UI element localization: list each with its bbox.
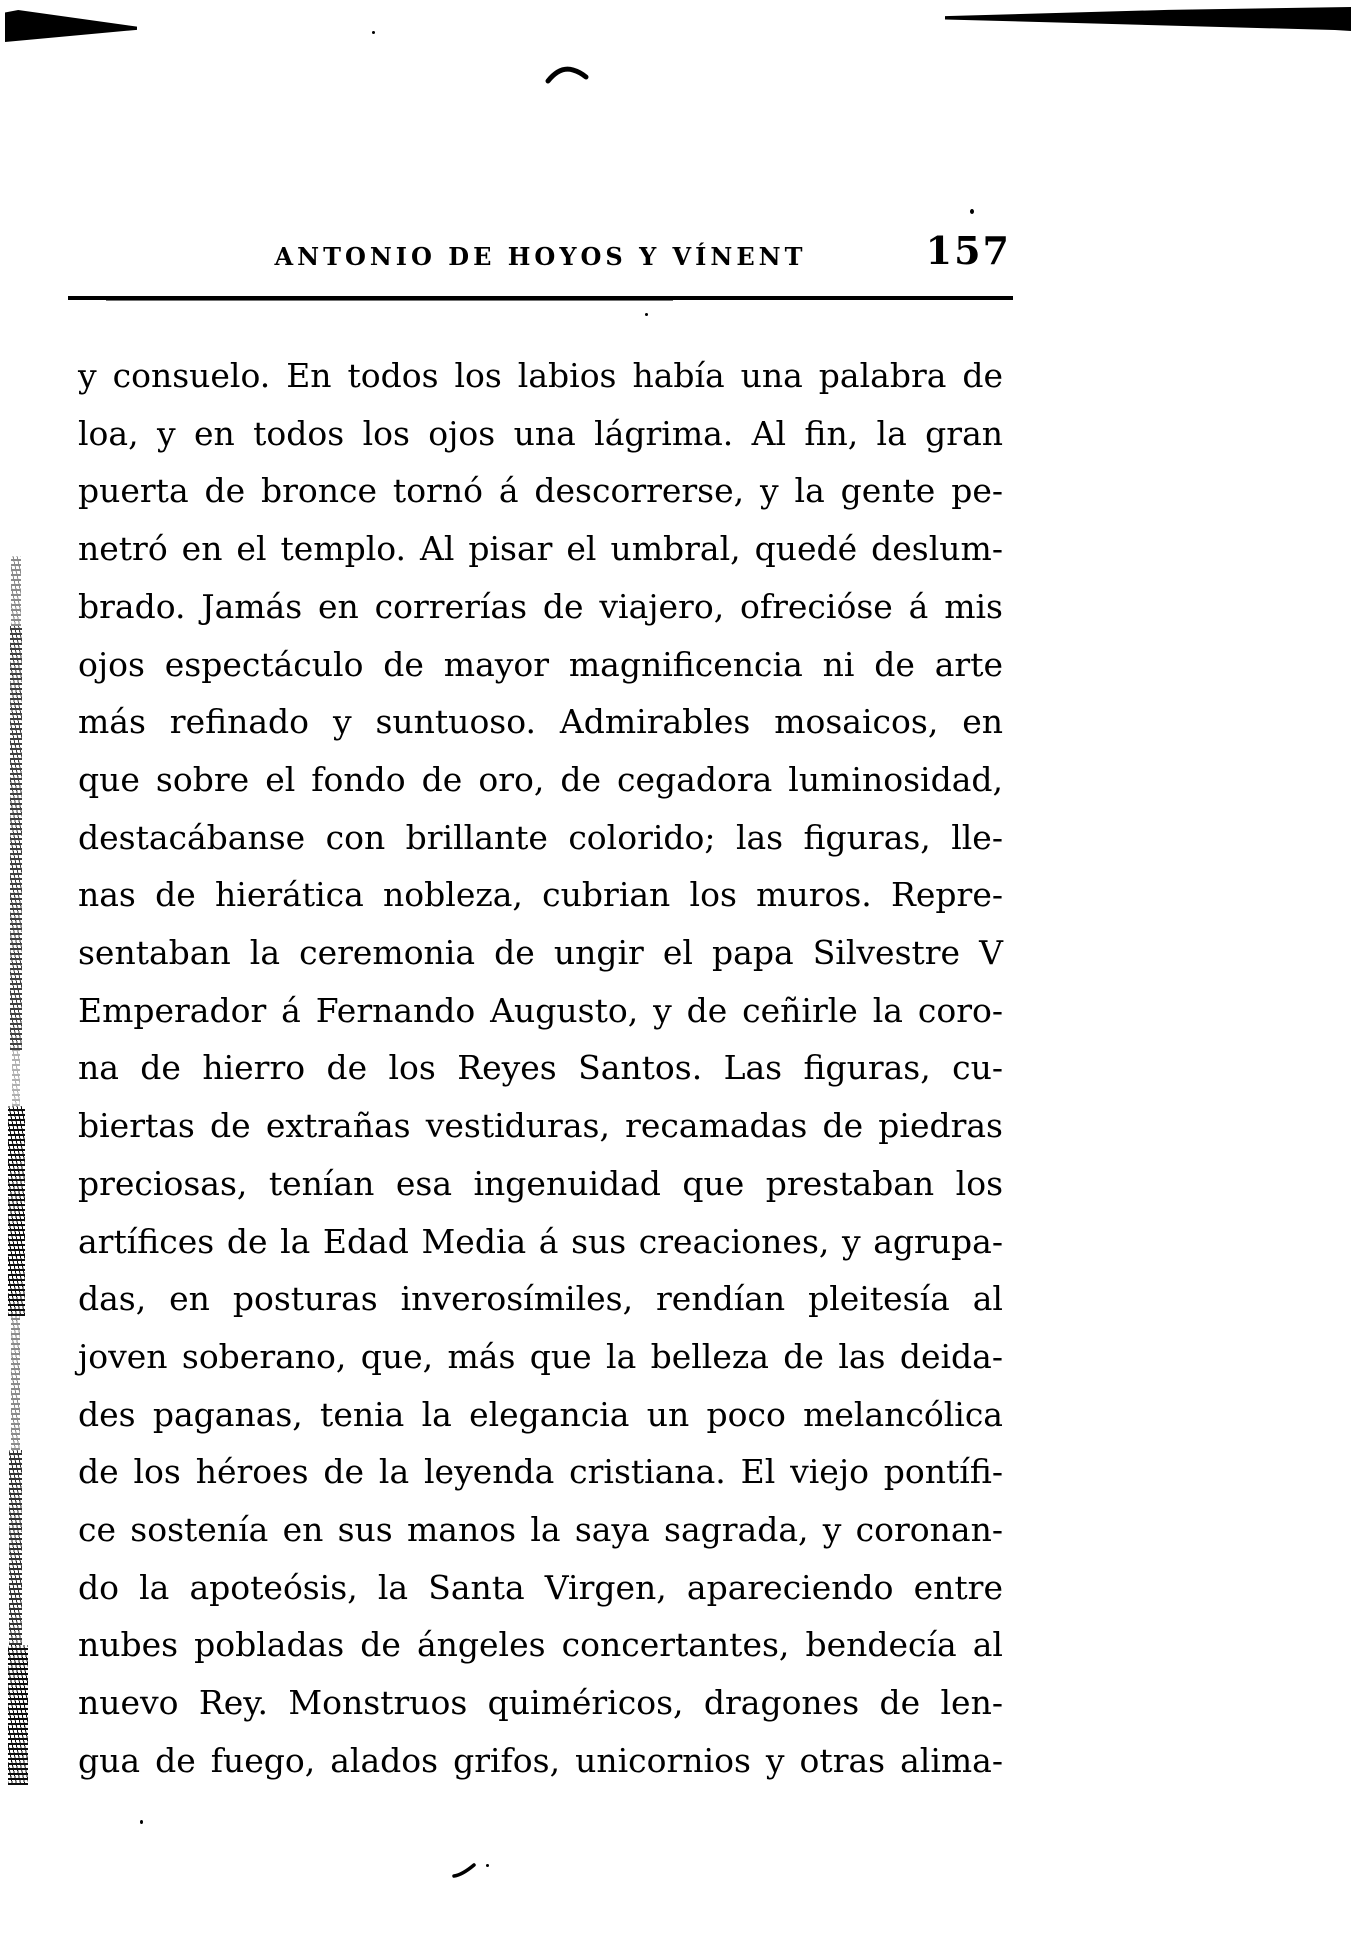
body-text-line: y consuelo. En todos los labios había una palabra de (78, 356, 1003, 395)
body-text-line: preciosas, tenían esa ingenuidad que prestaban los (78, 1163, 1003, 1203)
body-text-line: loa, y en todos los ojos una lágrima. Al fin, la gran (78, 413, 1003, 453)
scan-noise-left-edge (10, 626, 22, 1050)
scan-noise-left-edge (11, 556, 21, 626)
body-text-line: nubes pobladas de ángeles concertantes, bendecía al (78, 1625, 1003, 1665)
body-text-line: biertas de extrañas vestiduras, recamadas de piedras (78, 1106, 1003, 1146)
scan-speck (372, 31, 375, 34)
body-text-line: ce sostenía en sus manos la saya sagrada, y coronan- (78, 1510, 1003, 1550)
body-text-line: na de hierro de los Reyes Santos. Las figuras, cu- (78, 1048, 1003, 1088)
body-text-line: netró en el templo. Al pisar el umbral, quedé deslum- (78, 529, 1003, 569)
body-text-line: puerta de bronce tornó á descorrerse, y la gente pe- (78, 471, 1003, 511)
running-title: ANTONIO DE HOYOS Y VÍNENT (274, 242, 807, 271)
body-text-line: destacábanse con brillante colorido; las figuras, lle- (78, 817, 1003, 857)
body-text-line: Emperador á Fernando Augusto, y de ceñirle la coro- (78, 990, 1003, 1030)
scan-noise-left-edge (8, 1645, 28, 1785)
body-text-line: ojos espectáculo de mayor magnificencia ni de arte (78, 644, 1003, 684)
scan-speck (970, 209, 974, 214)
body-text-line: joven soberano, que, más que la belleza de las deida- (78, 1336, 1003, 1376)
scan-speck (486, 1864, 489, 1867)
body-text-line: que sobre el fondo de oro, de cegadora luminosidad, (78, 759, 1003, 799)
body-text-line: nas de hierática nobleza, cubrian los muros. Repre- (78, 875, 1003, 915)
body-text-line: nuevo Rey. Monstruos quiméricos, dragones de len- (78, 1683, 1003, 1723)
body-text-line: sentaban la ceremonia de ungir el papa Silvestre V (78, 933, 1003, 973)
header-rule (68, 296, 1013, 300)
body-text-line: des paganas, tenia la elegancia un poco melancólica (78, 1394, 1003, 1434)
body-text-line: das, en posturas inverosímiles, rendían pleitesía al (78, 1279, 1003, 1319)
scan-noise-left-edge (12, 1050, 20, 1106)
scan-speck (645, 313, 648, 316)
body-text (78, 347, 1003, 1790)
scan-squiggle-mark-bottom (452, 1862, 478, 1880)
scan-speck (140, 1820, 143, 1824)
page-number: 157 (925, 228, 1011, 273)
scan-artifact-top-left-corner (5, 10, 137, 42)
body-text-line: artífices de la Edad Media á sus creaciones, y agrupa- (78, 1221, 1003, 1261)
body-text-line: gua de fuego, alados grifos, unicornios y otras alima- (78, 1740, 1003, 1780)
body-text-line: do la apoteósis, la Santa Virgen, apareciendo entre (78, 1567, 1003, 1607)
scan-squiggle-mark-top (545, 64, 591, 88)
scan-noise-left-edge (8, 1106, 25, 1316)
body-text-line: de los héroes de la leyenda cristiana. El viejo pontífi- (78, 1452, 1003, 1492)
body-text-line: más refinado y suntuoso. Admirables mosaicos, en (78, 702, 1003, 742)
body-text-line: brado. Jamás en correrías de viajero, ofrecióse á mis (78, 586, 1003, 626)
scan-artifact-top-right-corner (945, 7, 1351, 31)
scan-noise-left-edge (9, 1450, 22, 1645)
scan-noise-left-edge (11, 1316, 20, 1450)
